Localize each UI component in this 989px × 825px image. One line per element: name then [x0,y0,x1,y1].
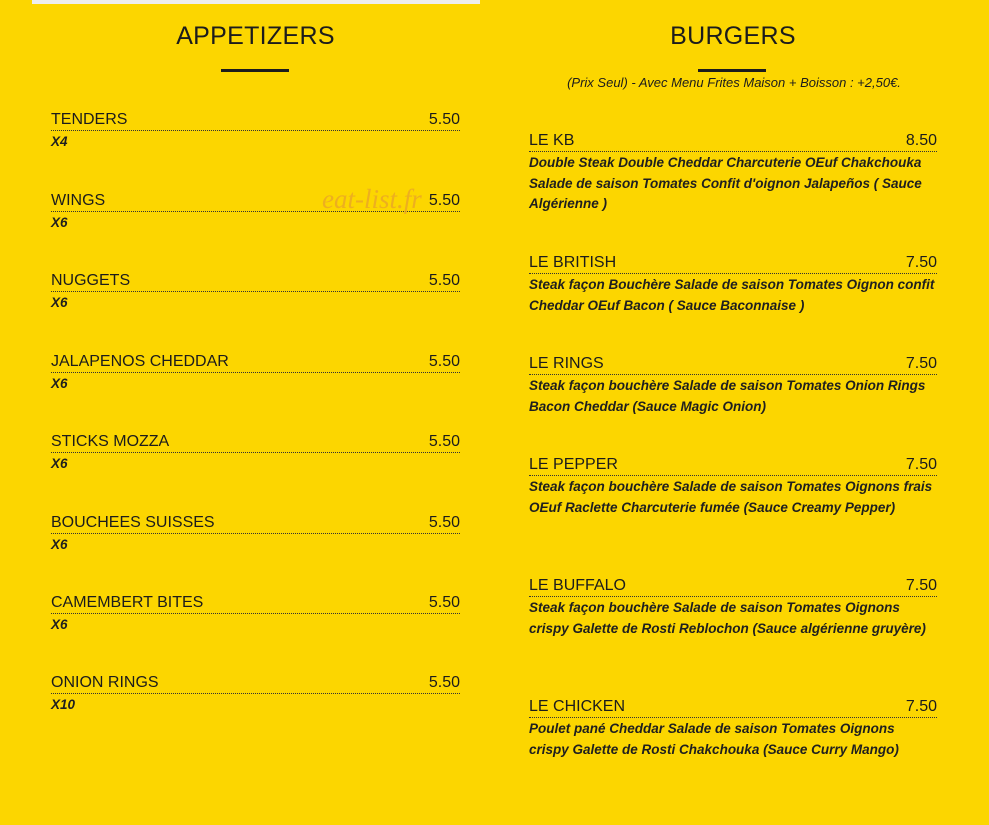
menu-item-onion-rings [51,671,460,716]
menu-item-le-chicken [529,695,937,760]
item-name: BOUCHEES SUISSES [51,514,215,531]
item-name: TENDERS [51,111,128,128]
menu-item-nuggets [51,269,460,314]
item-description: Steak façon bouchère Salade de saison Tomates Oignons frais OEuf Raclette Charcuterie fumée (Sauce Creamy Pepper) [529,479,933,515]
item-name: WINGS [51,192,106,209]
item-description: X6 [51,617,68,632]
menu-item-le-rings [529,352,937,417]
item-price: 7.50 [905,456,937,473]
menu-item-le-pepper [529,453,937,518]
item-description: X6 [51,215,68,230]
burgers-title: BURGERS [670,22,796,50]
menu-item-camembert-bites [51,591,460,636]
item-price: 5.50 [428,353,460,370]
item-name: LE RINGS [529,355,604,372]
item-name: JALAPENOS CHEDDAR [51,353,229,370]
item-description: X6 [51,295,68,310]
item-name: NUGGETS [51,272,131,289]
item-head [529,453,937,476]
item-price: 5.50 [428,674,460,691]
menu-item-tenders [51,108,460,153]
top-bar [32,0,480,4]
item-head [51,108,460,131]
item-price: 5.50 [428,514,460,531]
item-head [51,430,460,453]
item-head [529,251,937,274]
item-price: 5.50 [428,433,460,450]
item-price: 7.50 [905,577,937,594]
item-description: Poulet pané Cheddar Salade de saison Tomates Oignons crispy Galette de Rosti Chakchouka (Sauce Curry Mango) [529,721,899,757]
menu-item-le-kb [529,129,937,215]
menu-item-le-buffalo [529,574,937,639]
item-head [51,671,460,694]
appetizers-title: APPETIZERS [176,22,335,50]
item-price: 7.50 [905,355,937,372]
item-head [529,695,937,718]
item-name: LE BRITISH [529,254,617,271]
menu-item-le-british [529,251,937,316]
item-head [529,352,937,375]
item-description: Steak façon bouchère Salade de saison Tomates Oignons crispy Galette de Rosti Reblochon (Sauce algérienne gruyère) [529,600,926,636]
item-description: X6 [51,376,68,391]
item-price: 5.50 [428,192,460,209]
item-description: X6 [51,537,68,552]
item-head [51,269,460,292]
item-description: Steak façon bouchère Salade de saison Tomates Onion Rings Bacon Cheddar (Sauce Magic Onion) [529,378,926,414]
menu-item-bouchees-suisses [51,511,460,556]
item-price: 5.50 [428,272,460,289]
item-name: STICKS MOZZA [51,433,170,450]
watermark: eat-list.fr [322,184,422,214]
item-description: Steak façon Bouchère Salade de saison Tomates Oignon confit Cheddar OEuf Bacon ( Sauce Baconnaise ) [529,277,935,313]
item-name: ONION RINGS [51,674,159,691]
item-price: 7.50 [905,254,937,271]
item-name: LE KB [529,132,575,149]
burgers-menu-note: (Prix Seul) - Avec Menu Frites Maison + Boisson : +2,50€. [567,75,901,90]
item-head [529,574,937,597]
item-description: X4 [51,134,68,149]
item-description: Double Steak Double Cheddar Charcuterie OEuf Chakchouka Salade de saison Tomates Confit d'oignon Jalapeños ( Sauce Algérienne ) [529,155,922,211]
item-description: X6 [51,456,68,471]
menu-item-sticks-mozza [51,430,460,475]
item-head [51,511,460,534]
item-name: CAMEMBERT BITES [51,594,204,611]
appetizers-title-rule [221,69,289,72]
item-name: LE CHICKEN [529,698,626,715]
item-price: 7.50 [905,698,937,715]
item-head [51,591,460,614]
burgers-title-rule [698,69,766,72]
item-description: X10 [51,697,76,712]
item-name: LE BUFFALO [529,577,626,594]
item-price: 5.50 [428,594,460,611]
item-price: 8.50 [905,132,937,149]
item-head [51,350,460,373]
item-price: 5.50 [428,111,460,128]
menu-item-jalapenos-cheddar [51,350,460,395]
item-head [529,129,937,152]
item-name: LE PEPPER [529,456,618,473]
